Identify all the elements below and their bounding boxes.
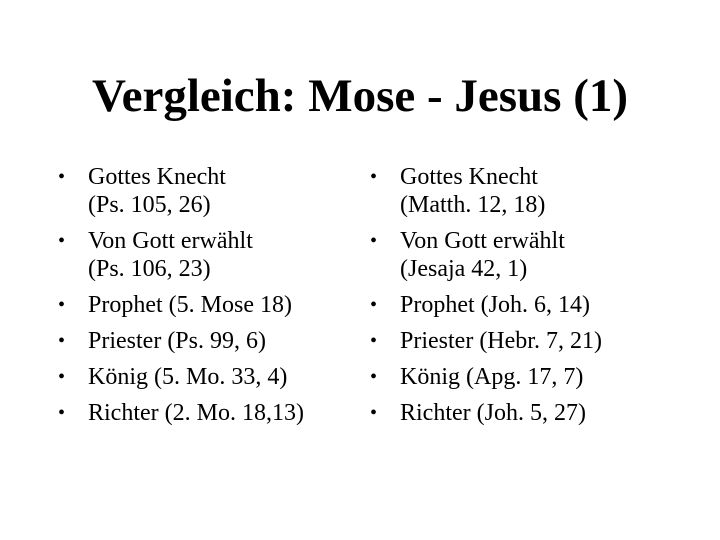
bullet-icon: • [370,166,378,188]
bullet-icon: • [58,402,66,424]
list-item [58,227,358,283]
bullet-icon: • [370,230,378,252]
bullet-icon: • [58,330,66,352]
item-text: Von Gott erwählt [400,228,565,254]
list-item [58,291,358,319]
list-item [370,363,700,391]
list-item [370,327,700,355]
list-item [370,399,700,427]
item-text: Priester (Ps. 99, 6) [88,328,266,354]
bullet-icon: • [370,330,378,352]
bullet-icon: • [58,230,66,252]
item-text: Prophet (5. Mose 18) [88,292,292,318]
item-text: König (5. Mo. 33, 4) [88,364,288,390]
item-text: Von Gott erwählt [88,228,253,254]
list-item [58,363,358,391]
bullet-icon: • [370,294,378,316]
item-reference: (Matth. 12, 18) [400,192,546,218]
list-item [58,399,358,427]
bullet-icon: • [370,366,378,388]
item-reference: (Ps. 106, 23) [88,256,211,282]
list-item [370,291,700,319]
item-text: Gottes Knecht [400,164,538,190]
bullet-icon: • [58,294,66,316]
item-text: Gottes Knecht [88,164,226,190]
slide-title: Vergleich: Mose - Jesus (1) [91,70,629,122]
item-reference: (Jesaja 42, 1) [400,256,528,282]
bullet-icon: • [58,366,66,388]
right-column-list [370,163,700,435]
list-item [58,327,358,355]
item-reference: (Ps. 105, 26) [88,192,211,218]
item-text: Richter (Joh. 5, 27) [400,400,586,426]
list-item [370,227,700,283]
bullet-icon: • [370,402,378,424]
list-item [58,163,358,219]
item-text: König (Apg. 17, 7) [400,364,584,390]
left-column-list [58,163,358,435]
bullet-icon: • [58,166,66,188]
item-text: Priester (Hebr. 7, 21) [400,328,602,354]
item-text: Prophet (Joh. 6, 14) [400,292,590,318]
list-item [370,163,700,219]
item-text: Richter (2. Mo. 18,13) [88,400,304,426]
